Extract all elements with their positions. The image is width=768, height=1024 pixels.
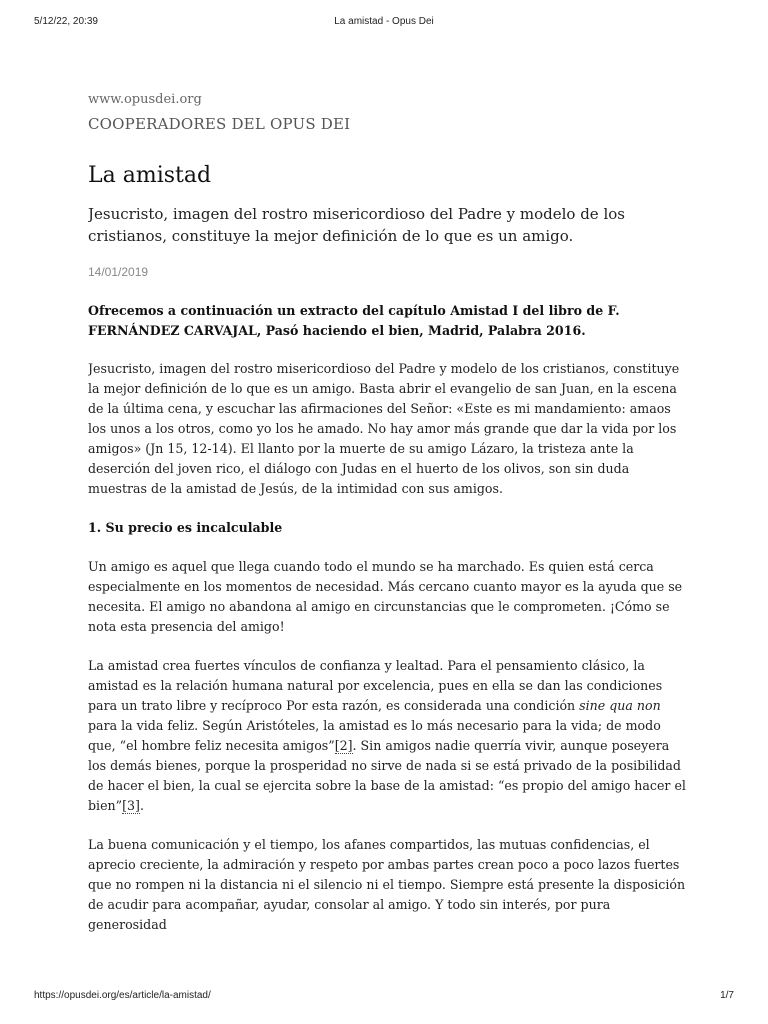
page-number: 1/7 — [720, 990, 734, 1001]
print-url[interactable]: https://opusdei.org/es/article/la-amistad/ — [34, 990, 211, 1001]
paragraph-1: Jesucristo, imagen del rostro misericordioso del Padre y modelo de los cristianos, constituye la mejor definición de lo que es un amigo. Basta abrir el evangelio de san Juan, en la escena de la última cena, y escuchar las afirmaciones del Señor: «Este es mi mandamiento: amaos los unos a los otros, como yo los he amado. No hay amor más grande que dar la vida por los amigos» (Jn 15, 12-14). El llanto por la muerte de su amigo Lázaro, la tristeza ante la deserción del joven rico, el diálogo con Judas en el huerto de los olivos, son sin duda muestras de la amistad de Jesús, de la intimidad con sus amigos. — [88, 361, 680, 496]
print-doc-title: La amistad - Opus Dei — [334, 16, 434, 27]
paragraph-3-text-b: para la vida feliz. Según Aristóteles, la amistad es lo más necesario para la vida; de modo que, “el hombre feliz necesita amigos” — [88, 718, 661, 753]
footnote-link-3[interactable]: [3] — [122, 798, 140, 813]
site-name: www.opusdei.org — [88, 92, 202, 107]
article — [88, 90, 688, 950]
section-label: COOPERADORES DEL OPUS DEI — [88, 115, 351, 133]
print-header — [34, 16, 734, 30]
paragraph-3-text-c: . Sin amigos nadie querría vivir, aunque poseyera los demás bienes, porque la prosperidad no sirve de nada si se está privado de la posibilidad de hacer el bien, la cual se ejercita sobre la base de la amistad: “es propio del amigo hacer el bien” — [88, 738, 686, 813]
article-intro: Ofrecemos a continuación un extracto del capítulo Amistad I del libro de F. FERNÁNDEZ CARVAJAL, Pasó haciendo el bien, Madrid, Palabra 2016. — [88, 303, 620, 338]
article-title: La amistad — [88, 163, 212, 188]
paragraph-3 — [88, 656, 688, 816]
print-datetime: 5/12/22, 20:39 — [34, 16, 98, 27]
article-date: 14/01/2019 — [88, 265, 149, 279]
latin-phrase: sine qua non — [579, 698, 661, 713]
section-heading-1: 1. Su precio es incalculable — [88, 520, 283, 535]
footnote-link-2[interactable]: [2] — [334, 738, 353, 753]
paragraph-2: Un amigo es aquel que llega cuando todo el mundo se ha marchado. Es quien está cerca especialmente en los momentos de necesidad. Más cercano cuanto mayor es la ayuda que se necesita. El amigo no abandona al amigo en circunstancias que le comprometen. ¡Cómo se nota esta presencia del amigo! — [88, 559, 683, 634]
paragraph-3-text-d: . — [139, 798, 144, 813]
paragraph-4: La buena comunicación y el tiempo, los afanes compartidos, las mutuas confidencias, el aprecio creciente, la admiración y respeto por ambas partes crean poco a poco lazos fuertes que no rompen ni la distancia ni el silencio ni el tiempo. Siempre está presente la disposición de acudir para acompañar, ayudar, consolar al amigo. Y todo sin interés, por pura generosidad — [88, 837, 686, 932]
paragraph-3-text-a: La amistad crea fuertes vínculos de confianza y lealtad. Para el pensamiento clásico, la amistad es la relación humana natural por excelencia, pues en ella se dan las condiciones para un trato libre y recíproco Por esta razón, es considerada una condición — [88, 658, 663, 713]
article-lead: Jesucristo, imagen del rostro misericordioso del Padre y modelo de los cristianos, constituye la mejor definición de lo que es un amigo. — [88, 205, 625, 245]
print-footer — [34, 990, 734, 1004]
